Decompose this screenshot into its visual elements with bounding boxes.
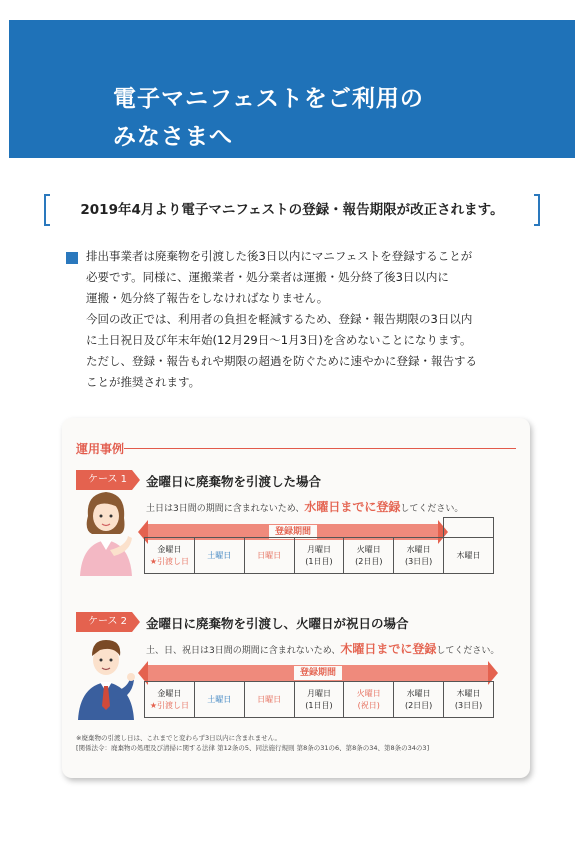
body-line: 排出事業者は廃棄物を引渡した後3日以内にマニフェストを登録することが (86, 249, 473, 263)
body-line: ただし、登録・報告もれや期限の超過を防ぐために速やかに登録・報告する (86, 354, 477, 368)
case2-badge: ケース 2 (76, 612, 132, 632)
body-line: ことが推奨されます。 (86, 375, 201, 389)
period-label: 登録期間 (269, 525, 317, 539)
case2-note-suffix: してください。 (436, 646, 500, 656)
day-cell: 木曜日 (3日目) (444, 682, 494, 718)
body-paragraph (86, 246, 526, 393)
case2-note-highlight: 木曜日までに登録 (340, 642, 437, 656)
case1-note-prefix: 土日は3日間の期間に含まれないため、 (146, 504, 305, 514)
case2-title: 金曜日に廃棄物を引渡し、火曜日が祝日の場合 (146, 616, 409, 631)
title-line-1: 電子マニフェストをご利用の (113, 86, 424, 112)
day-cell: 火曜日 (祝日) (344, 682, 394, 718)
day-cell: 土曜日 (194, 682, 244, 718)
day-cell: 金曜日 ★引渡し日 (145, 538, 195, 574)
period-label: 登録期間 (294, 666, 342, 680)
case1-calendar-table (144, 517, 494, 574)
day-cell: 日曜日 (244, 682, 294, 718)
case2-note-prefix: 土、日、祝日は3日間の期間に含まれないため、 (146, 646, 341, 656)
footnote-2: [関係法令：廃棄物の処理及び清掃に関する法律 第12条の5、同法施行規則 第8条の31の6、第8条の34、第8条の34の3] (76, 744, 430, 752)
footnote-1: ※廃棄物の引渡し日は、これまでと変わらず3日以内に含まれません。 (76, 734, 281, 742)
bullet-square-icon (66, 252, 78, 264)
day-cell: 日曜日 (244, 538, 294, 574)
day-cell: 木曜日 (444, 538, 494, 574)
case1-title: 金曜日に廃棄物を引渡した場合 (146, 474, 322, 489)
case2-registration-period-arrow (148, 665, 488, 681)
day-cell: 火曜日 (2日目) (344, 538, 394, 574)
case1-note-suffix: してください。 (400, 504, 464, 514)
title-line-2: みなさまへ (113, 124, 233, 150)
case1-note (146, 498, 463, 515)
example-heading: 運用事例 (76, 442, 125, 456)
body-line: 今回の改正では、利用者の負担を軽減するため、登録・報告期限の3日以内 (86, 312, 473, 326)
man-illustration-icon (70, 630, 140, 720)
header-banner (9, 20, 575, 158)
woman-illustration-icon (70, 486, 140, 576)
case2-note (146, 640, 499, 657)
body-line: に土日祝日及び年末年始(12月29日〜1月3日)を含めないことになります。 (86, 333, 472, 347)
day-cell: 土曜日 (194, 538, 244, 574)
body-line: 運搬・処分終了報告をしなければなりません。 (86, 291, 329, 305)
heading-divider (124, 448, 516, 449)
page-title (113, 80, 424, 156)
subtitle-bracket: 2019年4月より電子マニフェストの登録・報告期限が改正されます。 (44, 196, 540, 224)
day-cell: 水曜日 (3日目) (394, 538, 444, 574)
day-cell: 金曜日 ★引渡し日 (145, 682, 195, 718)
case2-calendar-table (144, 681, 494, 718)
body-line: 必要です。同様に、運搬業者・処分業者は運搬・処分終了後3日以内に (86, 270, 449, 284)
case1-note-highlight: 水曜日までに登録 (304, 500, 401, 514)
case1-badge: ケース 1 (76, 470, 132, 490)
day-cell: 月曜日 (1日目) (294, 682, 344, 718)
day-cell: 月曜日 (1日目) (294, 538, 344, 574)
day-cell: 水曜日 (2日目) (394, 682, 444, 718)
